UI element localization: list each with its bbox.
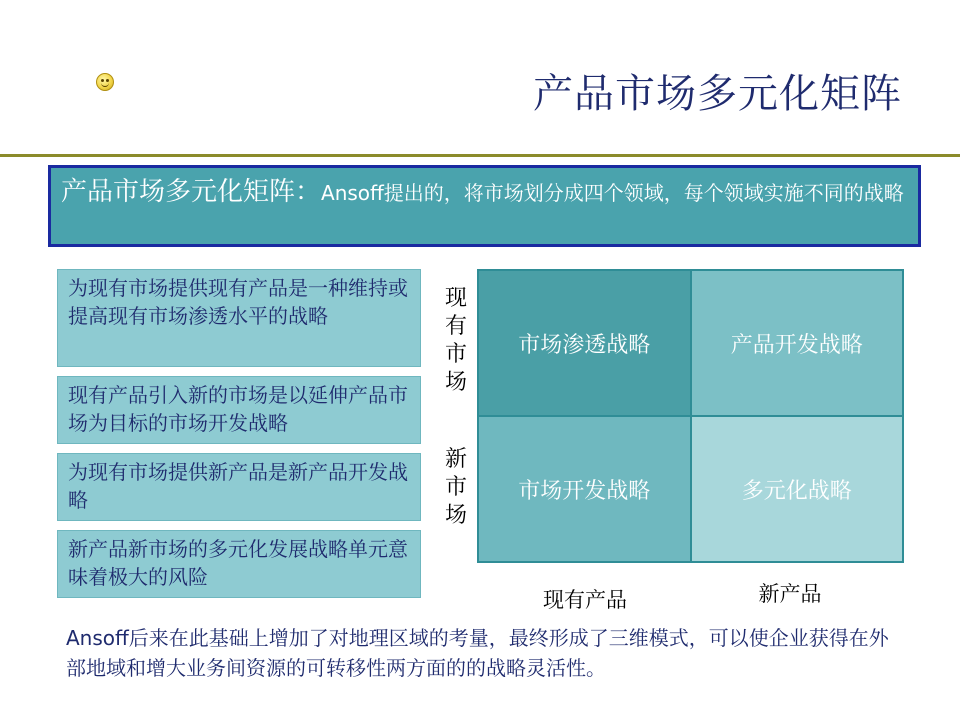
explanation-market-development: 现有产品引入新的市场是以延伸产品市场为目标的市场开发战略 [57,376,421,444]
row-label-new-market: 新市场 [444,447,467,528]
explanation-diversification: 新产品新市场的多元化发展战略单元意味着极大的风险 [57,530,421,598]
definition-heading: 产品市场多元化矩阵： [61,177,322,207]
definition-text: Ansoff提出的，将市场划分成四个领域，每个领域实施不同的战略 [321,181,904,205]
row-label-existing-market: 现有市场 [444,286,467,395]
page-title: 产品市场多元化矩阵 [533,71,902,117]
col-label-existing-product: 现有产品 [543,588,627,612]
ansoff-matrix [477,269,904,563]
explanation-market-penetration: 为现有市场提供现有产品是一种维持或提高现有市场渗透水平的战略 [57,269,421,367]
smiley-icon [96,73,114,91]
cell-market-development: 市场开发战略 [478,416,691,562]
title-divider [0,154,960,157]
footnote: Ansoff后来在此基础上增加了对地理区域的考量，最终形成了三维模式，可以使企业获得在外部地域和增大业务间资源的可转移性两方面的的战略灵活性。 [66,626,889,680]
explanation-product-development: 为现有市场提供新产品是新产品开发战略 [57,453,421,521]
cell-product-development: 产品开发战略 [691,270,904,416]
cell-market-penetration: 市场渗透战略 [478,270,691,416]
definition-box [48,165,921,247]
cell-diversification: 多元化战略 [691,416,904,562]
col-label-new-product: 新产品 [758,582,822,606]
